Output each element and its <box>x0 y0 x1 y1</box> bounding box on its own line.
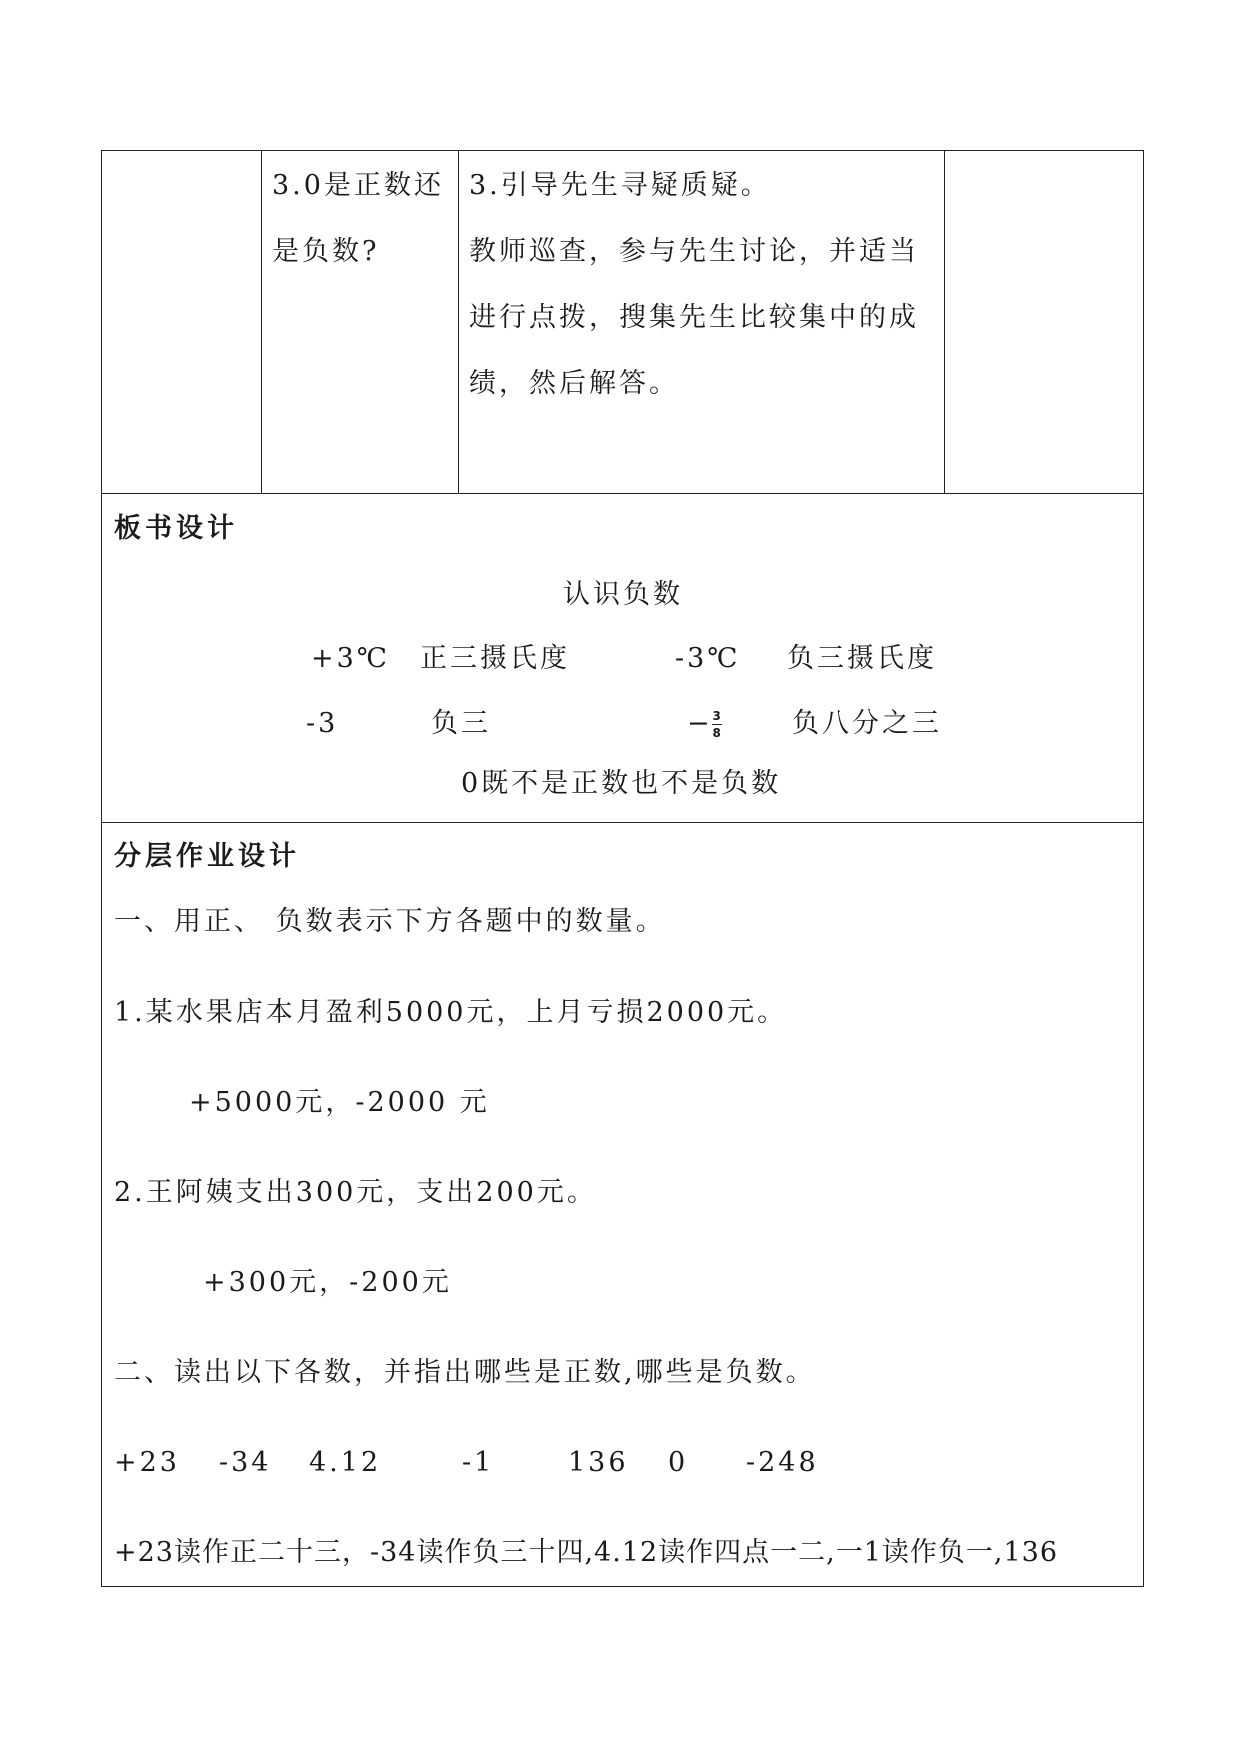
guidance-line: 3.引导先生寻疑质疑。 <box>469 170 771 201</box>
number-item: -248 <box>746 1447 819 1478</box>
homework-question: 1.某水果店本月盈利5000元，上月亏损2000元。 <box>114 997 788 1028</box>
fraction-numerator: 3 <box>712 708 721 723</box>
number-item: 136 <box>568 1447 629 1478</box>
guidance-line: 绩，然后解答。 <box>469 368 679 399</box>
fraction-bar <box>712 724 722 725</box>
board-fraction-value <box>687 691 722 757</box>
board-reading: 负三 <box>431 708 491 739</box>
row-divider <box>102 822 1143 823</box>
number-item: 0 <box>668 1447 689 1478</box>
homework-answer: +5000元，-2000 元 <box>189 1087 490 1118</box>
number-item: -34 <box>219 1447 272 1478</box>
homework-section-title: 一、用正、 负数表示下方各题中的数量。 <box>114 906 666 937</box>
question-line: 3.0是正数还 <box>272 170 444 201</box>
board-reading: 负三摄氏度 <box>787 643 937 674</box>
column-divider <box>458 151 459 493</box>
homework-question: 2.王阿姨支出300元，支出200元。 <box>114 1177 597 1208</box>
board-design-heading: 板书设计 <box>114 513 238 544</box>
fraction-sign: − <box>687 708 710 739</box>
guidance-line: 进行点拨，搜集先生比较集中的成 <box>469 302 919 333</box>
column-divider <box>261 151 262 493</box>
homework-answer: +300元，-200元 <box>203 1267 452 1298</box>
lesson-plan-table <box>101 150 1144 1587</box>
board-value: -3℃ <box>675 643 741 674</box>
guidance-line: 教师巡查，参与先生讨论，并适当 <box>469 236 919 267</box>
board-reading: 负八分之三 <box>792 708 942 739</box>
board-value: -3 <box>306 708 339 739</box>
homework-section-title: 二、读出以下各数，并指出哪些是正数,哪些是负数。 <box>114 1357 816 1388</box>
number-item: -1 <box>462 1447 495 1478</box>
homework-heading: 分层作业设计 <box>114 841 300 872</box>
question-line: 是负数? <box>272 236 380 267</box>
board-reading: 正三摄氏度 <box>420 643 570 674</box>
board-value: +3℃ <box>311 643 391 674</box>
fraction-denominator: 8 <box>712 725 721 740</box>
number-item: +23 <box>114 1447 180 1478</box>
row-divider <box>102 493 1143 494</box>
column-divider <box>944 151 945 493</box>
answer-line: +23读作正二十三，-34读作负三十四,4.12读作四点一二,一1读作负一,136 <box>114 1537 1059 1568</box>
board-title: 认识负数 <box>563 579 683 610</box>
number-item: 4.12 <box>309 1447 382 1478</box>
board-note: 0既不是正数也不是负数 <box>461 768 782 799</box>
